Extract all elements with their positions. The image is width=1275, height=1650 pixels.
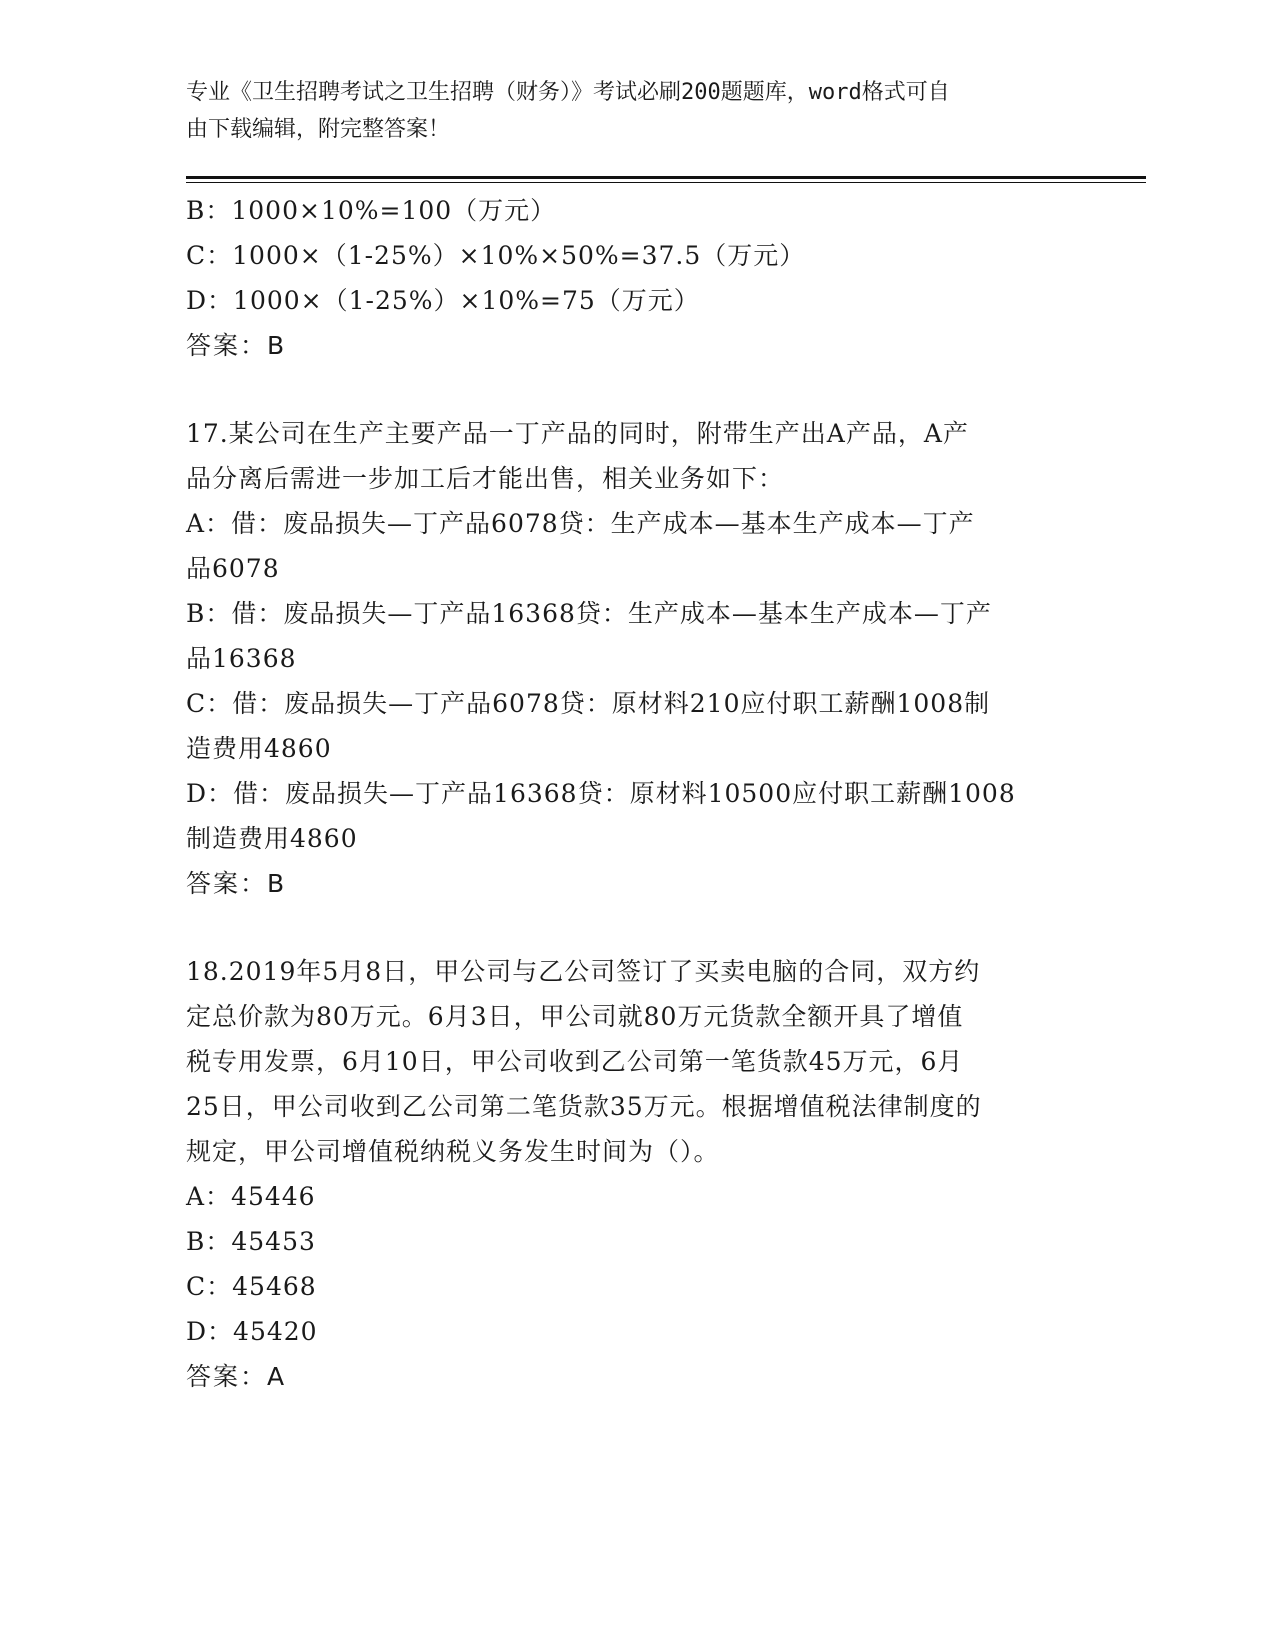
question-18-stem-line-5: 规定，甲公司增值税纳税义务发生时间为（）。 — [186, 1137, 720, 1166]
document-header — [186, 74, 1066, 148]
question-17-stem-line-2: 品分离后需进一步加工后才能出售，相关业务如下： — [186, 464, 785, 493]
header-divider-thick — [186, 176, 1146, 179]
question-17 — [186, 411, 1086, 906]
question-18-option-c: C：45468 — [186, 1272, 317, 1301]
question-18-stem-line-3: 税专用发票，6月10日，甲公司收到乙公司第一笔货款45万元，6月 — [186, 1047, 964, 1076]
question-18-stem-line-4: 25日，甲公司收到乙公司第二笔货款35万元。根据增值税法律制度的 — [186, 1092, 982, 1121]
spacer — [186, 906, 1086, 949]
question-18-option-d: D：45420 — [186, 1317, 318, 1346]
question-18-option-b: B：45453 — [186, 1227, 316, 1256]
question-17-option-b-line-1: B：借：废品损失—丁产品16368贷：生产成本—基本生产成本—丁产 — [186, 599, 992, 628]
question-17-option-d-line-1: D：借：废品损失—丁产品16368贷：原材料10500应付职工薪酬1008 — [186, 779, 1016, 808]
question-16-option-b: B：1000×10%=100（万元） — [186, 196, 557, 225]
question-17-option-a-line-2: 品6078 — [186, 554, 280, 583]
header-title-line-1: 专业《卫生招聘考试之卫生招聘（财务）》考试必刷200题题库，word格式可自 — [186, 80, 950, 105]
question-17-answer: 答案：B — [186, 869, 287, 898]
question-16-option-d: D：1000×（1-25%）×10%=75（万元） — [186, 286, 700, 315]
question-17-stem-line-1: 17.某公司在生产主要产品一丁产品的同时，附带生产出A产品，A产 — [186, 419, 969, 448]
question-17-option-c-line-2: 造费用4860 — [186, 734, 332, 763]
question-18 — [186, 949, 1086, 1399]
question-18-answer: 答案：A — [186, 1362, 287, 1391]
question-16-tail — [186, 188, 1086, 368]
question-16-option-c: C：1000×（1-25%）×10%×50%=37.5（万元） — [186, 241, 806, 270]
header-title-line-2: 由下载编辑，附完整答案！ — [186, 117, 451, 142]
question-18-stem-line-2: 定总价款为80万元。6月3日，甲公司就80万元货款全额开具了增值 — [186, 1002, 964, 1031]
question-17-option-c-line-1: C：借：废品损失—丁产品6078贷：原材料210应付职工薪酬1008制 — [186, 689, 991, 718]
question-17-option-d-line-2: 制造费用4860 — [186, 824, 358, 853]
question-18-option-a: A：45446 — [186, 1182, 316, 1211]
header-divider-thin — [186, 182, 1146, 183]
spacer — [186, 368, 1086, 411]
document-body — [186, 188, 1086, 1399]
question-17-option-b-line-2: 品16368 — [186, 644, 297, 673]
question-17-option-a-line-1: A：借：废品损失—丁产品6078贷：生产成本—基本生产成本—丁产 — [186, 509, 975, 538]
question-16-answer: 答案：B — [186, 331, 287, 360]
question-18-stem-line-1: 18.2019年5月8日，甲公司与乙公司签订了买卖电脑的合同，双方约 — [186, 957, 981, 986]
